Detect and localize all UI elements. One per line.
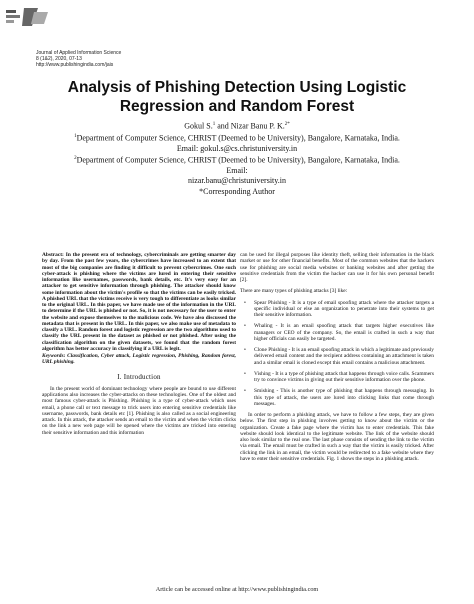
bullet-icon: •: [244, 370, 246, 377]
list-item: • Vishing - It is a type of phishing attack that happens through voice calls. Scammers try to convince victims in giving out their sensitive information over the phone.: [244, 370, 434, 383]
bullet-icon: •: [244, 299, 246, 306]
publisher-logo: [4, 4, 52, 30]
affiliation-2: $^2$Department of Computer Science, CHRIST (Deemed to be University), Bangalore, Karnataka, India.: [74, 155, 400, 165]
section-heading-introduction: I. Introduction: [117, 372, 161, 381]
right-paragraph-1: can be used for illegal purposes like identity theft, selling their information in the black market or use for other financial benefits. Most of the common websites that the hackers use for phishing are social media websites or banking websites and after getting the sensitive credentials from the victim the hacker can use it for his own personal benefit [2].: [240, 252, 434, 283]
journal-name: Journal of Applied Information Science: [36, 50, 122, 56]
intro-paragraph: In the present world of dominant technology where people are bound to use different applications also increases the cyber-attacks on these technologies. One of the oldest and most famous cyber-attack is Phishing. Phishing is a type of cyber-attack which uses email, a phone call or text message to trick users into entering sensitive credentials like username, passwords, bank details etc [1]. Phishing is also called as a social engineering attack. In this attack, the attacker sends an email to the victim and when the victim clicks on the link a new web page will be opened where the victims are tricked into entering their sensitive information and this information: [42, 385, 236, 436]
journal-issue: 8 (1&2), 2020, 07-13: [36, 56, 82, 63]
abstract: Abstract: In the present era of technology, cybercriminals are getting smarter day by day. From the past few years, the cybercrimes have increased to an extent that most of the big companies are finding it difficult to prevent cybercrimes. One such cyber-attack is phishing where the victims are lured in entering their sensitive information like usernames, passwords, bank details, etc. It's very easy for an attacker to get sensitive information through phishing. The attacker should know some information about the victim's profile so that the victims can be easily tricked. A phished URL that the victims receive is very tough to differentiate as looks similar to the original URL. In this paper, we have made use of the information in the URL to determine if the URL is phished or not. So, it is not necessary for the user to enter the website and expose themselves to the malicious code. We have also discussed the metadata that is present in the URL. In this paper, we also make use of metadata to classify a URL. Random forest and logistic regression are the two algorithms used to classify the URL present in the dataset as phished or not phished. After using the classification algorithm on the given datasets, we found that the random forest algorithm has better accuracy in classifying if a URL is legit.: [42, 252, 236, 352]
email-2[interactable]: Email: nizar.banu@christuniversity.in: [188, 166, 286, 186]
author-names: Gokul S.$^1$ and Nizar Banu P. K.$^{2*}$: [184, 121, 290, 131]
bullet-icon: •: [244, 347, 246, 353]
list-item: • Whaling - It is an email spoofing attack that targets higher executives like managers or CEO of the company. So, the email is crafted in such a way that higher officials can easily be targeted.: [244, 323, 434, 342]
list-item: • Smishing - This is another type of phishing that happens through messaging. In this type of attack, the users are lured into clicking links that come through messages.: [244, 388, 434, 407]
email-1[interactable]: Email: gokul.s@cs.christuniversity.in: [176, 143, 298, 153]
left-column: [42, 252, 236, 439]
bullet-icon: •: [244, 323, 246, 330]
journal-url[interactable]: http://www.publishingindia.com/jais: [36, 62, 114, 69]
list-item: • Spear Phishing - It is a type of email spoofing attack where the attacker targets a specific individual or else an organization to penetrate into their systems to get their sensitive information.: [244, 299, 434, 318]
affiliation-1: $^1$Department of Computer Science, CHRIST (Deemed to be University), Bangalore, Karnataka, India.: [74, 133, 400, 143]
journal-info: [36, 50, 121, 69]
footer-note: Article can be accessed online at http://www.publishingindia.com: [155, 586, 319, 593]
right-column: [240, 252, 434, 465]
list-item: • Clone Phishing - It is an email spoofing attack in which a legitimate and previously delivered email content and the recipient address containing an attachment is taken and a similar email is cloned except this email contains a malicious attachment.: [244, 347, 434, 366]
title-line-2: Regression and Random Forest: [119, 98, 355, 115]
title-line-1: Analysis of Phishing Detection Using Logistic: [67, 79, 407, 96]
phishing-types-list: [240, 300, 434, 408]
corresponding-author: *Corresponding Author: [199, 186, 275, 196]
right-paragraph-2: In order to perform a phishing attack, we have to follow a few steps, they are given below. The first step in phishing involves getting to know about the victim or the organization. Create a fake page where the victim has to enter credentials. This fake website should look identical to the legitimate website. The link of the website should also look similar to the real one. The last phase consists of sending the link to the victim via email. The email must be crafted in such a way that the victim is easily tricked. After clicking the link in an email, the victim would be redirected to a fake website where they have to enter their sensitive credentials. Fig. 1 shows the steps in a phishing attack.: [240, 412, 434, 462]
bullet-icon: •: [244, 388, 246, 395]
paper-title: [40, 78, 434, 116]
keywords: Keywords: Classification, Cyber attack, Logistic regression, Phishing, Random forest, URL phishing.: [42, 353, 236, 366]
author-block: [30, 120, 444, 197]
phishing-types-intro: There are many types of phishing attacks [3] like:: [240, 288, 348, 295]
